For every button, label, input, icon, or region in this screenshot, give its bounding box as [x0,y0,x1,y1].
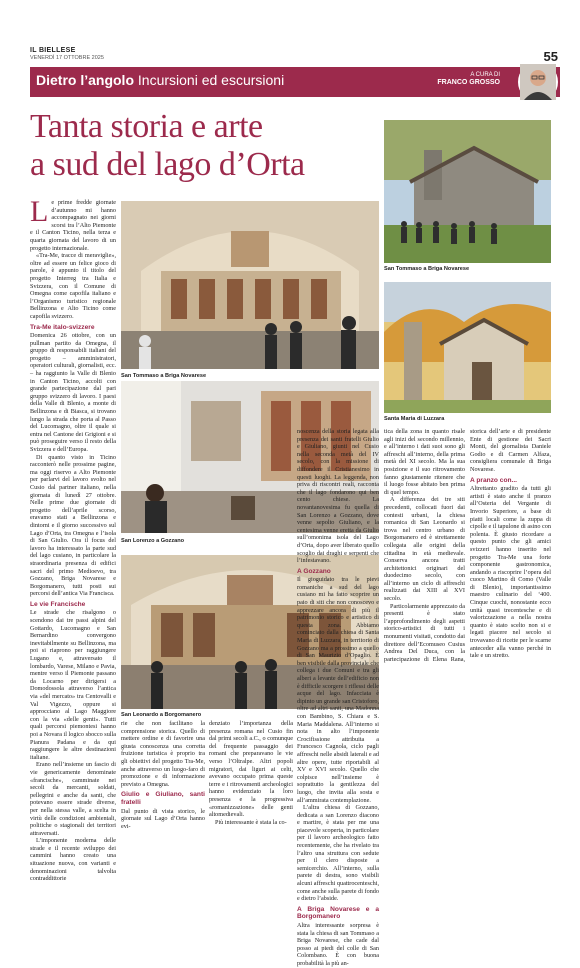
lead-paragraph: Le prime fredde giornate d’autunno mi hanno accompagnato nei giorni scorsi tra l’Alto Piemonte e il Canton Ticino, nella terza e quarta giornata del lavoro di un progetto internazionale. [30,195,116,252]
author-credit [437,72,500,87]
section-band [30,67,560,97]
section-title [36,72,284,88]
paragraph: denziato l’importanza della presenza romana nel Cusio fin dal primi secoli a.C., o comunque del frequente passaggio dei romani che preparavano le vie verso l’Oltralpe. Altri popoli migratori, dai liguri ai celti, avevano occupato prima queste terre e i ritrovamenti archeologici hanno evidenziato la loro presenza e la progressiva «romanizzazione» delle genti altomedievali. [209,720,293,819]
caption-photo-5: San Leonardo a Borgomanero [121,712,202,718]
paragraph: Dal punto di vista storico, le giornate sul Lago d’Orta hanno evi- [121,807,205,830]
caption-photo-3: Santa Maria di Luzzara [384,416,445,422]
subheading: Giulio e Giuliano, santi fratelli [121,791,205,806]
photo-church-exterior-briga [384,120,551,263]
subheading: A pranzo con... [470,476,518,484]
photo-fresco-san-tommaso [121,201,379,369]
paragraph: L’imponente moderna delle strade e il recente sviluppo dei cammini hanno creato una situazione nuova, con varianti e denominazioni talvolta contraddittorie [30,837,116,883]
paragraph: Particolarmente apprezzato da presenti è stato l’approfondimento degli aspetti storico-artistici di tutti i monumenti visitati, condotto dai direttore dell’Ecomuseo Cusius Andrea Del Duca, con la partecipazione di Elena Rana, storica dell’arte e di presidente Ente di gestione dei Sacri Monti, del giornalista Daniele Godio e di Carmen Alfaza, consigliera comunale di Briga Novarese. [384,428,551,663]
caption-photo-4: San Lorenzo a Gozzano [121,538,185,544]
subheading: Le vie Francische [30,600,86,608]
paragraph: Altra interessante sorpresa è stata la chiesa di san Tommaso a Briga Novarese, che cade dal posso ai piedi del colle di San Colombano. È con buona probabilità la più an- [297,922,379,967]
paragraph: Il gioguidato tra le pievi romaniche a sud del lago cusiano mi ha fatto scoprire un paio di siti che non conoscevo e apprezzare ancora di più il patrimonio storico e artistico di questa zona. Abbiamo cominciato dalla chiesa di Santa Maria di Luzzara, in territorio di Gozzano ma a prossimo a quello di San Maurizio d’Opaglio. È ben visibile dalla provinciale che collega i due Comuni e tra gli alberi a levante dell’edificio non è difficile scorgere i riflessi delle acque del lago. Infacciata è dipinto un grande san Cristoforo, oltre ad altri santi, una Madonna con Bambino, S. Chiara e S. Maria Maddalena. All’interno si nota in alto l’imponente Crocifissione attribuita a Francesco Cagnola, ciclo pagli affreschi nelle absidi laterali e ad altre opere, tutte riportabili al XV e XVI secolo. Quello che colpisce nell’insieme è soprattutto la gentilezza del luogo, che invita alla sosta e all’ammirata contemplazione. [297,576,379,804]
issue-date: VENERDÌ 17 OTTOBRE 2025 [30,55,104,61]
paragraph: «Tra-Me, tracce di meraviglie», oltre ad essere un felice gioco di parole, è appunto il titolo del progetto Interreg tra Italia e Svizzera, con il Comune di Omegna come capofila italiano e l’Organismo turistico regionale Bellinzona e Alto Ticino come capofila svizzero. [30,252,116,320]
article-column-5 [384,428,551,840]
paragraph: Altrettanto gradito da tutti gli artisti è stato anche il pranzo all’Osteria del Vergante di Invorio Superiore, a base di piatti locali come la zuppa di cipolle e il tapulone di asino con polenta. È giusto ricordare a questo punto che gli amici svizzeri hanno inserito nel progetto Tra-Me una forte componente gastronomica, andando a riscoprire l’opera del cuoco Martino di Como (Valle di Blenio), importantissimo maestro culinario del ‘400. Cinque cuochi, nonostante ecco unità quasi trecentesche e di valorizzazione a nella nostra quanto è stato scelto non si e legati piacere nel secolo si trovavano di ricette per le scarne anteceder alla vanno perché in tale e un stretto. [470,485,551,660]
paragraph: tica della zona in quanto risale agli inizi del secondo millennio, e all’interno i dati suoi sono gli affreschi all’interno, della prima metà del XI secolo. Ma la sua posizione e il suo ritrovamento fanno giustamente ritenere che il luogo fosse abitato ben prima di quel tempo. [384,428,465,496]
article-column-4 [297,428,379,967]
article-headline [30,108,390,184]
paragraph: Domenica 26 ottobre, con un pullman partito da Omegna, il gruppo di responsabili italiani del progetto – amministratori, operatori culturali, giornalisti, ecc. – ha raggiunto la Valle di Blenio in Canton Ticino, accolti con grande partecipazione dal pari gruppo svizzero di lavoro. I paesi della Valle di Blenio, a monte di Bellinzona e di Biasca, si trovano lungo la strada che porta al Passo del Lucomagno, oltre il quale si entra nel Cantone dei Grigioni e si può proseguire verso il resto della Svizzera e dell’Europa. [30,332,116,453]
paragraph: Le strade che risalgono o scendono dai tre passi alpini del Gottardo, Lucomagno e San Bernardino convergono inevitabilmente su Bellinzona, ma poi si riaprono per raggiungere Lugano e, attraversato il lombardo, Varese, Milano e Pavia, mentre verso il Piemonte passano da Locarno per dirigersi a Domodossola attraverso l’antica via «del mercato» tra Centovalli e Val Vigezzo, oppure si approcciano al Lago Maggiore con la via «delle genti». Tutti quali percorsi piemontesi hanno poi a Novara il logico sbocco sulla Pianura Padana e da qui raggiungere le altre destinazioni italiane. [30,609,116,761]
subheading: Tra-Me italo-svizzere [30,323,95,331]
drop-cap: L [30,195,49,228]
caption-photo-1: San Tommaso a Briga Novarese [121,373,207,379]
masthead [30,47,104,62]
photo-santa-maria-luzzara [384,282,551,413]
headline-line-1: Tanta storia e arte [30,108,263,145]
paragraph: L’altra chiesa di Gozzano, dedicata a san Lorenzo diacono e martire, è stata per me una piacevole scoperta, in particolare per il lavoro archeologico fatto recentemente, che ha rivelato tra l’altro una struttura con sedute per il clero disposte a semicerchio. All’interno, sulla parete di destra, sono visibili alcuni affreschi quattrocenteschi, come anche sulla parete di fondo e dietro l’abside. [297,804,379,903]
caption-photo-2: San Tommaso a Briga Novarese [384,266,470,272]
newspaper-brand: IL BIELLESE [30,47,76,54]
paragraph: rie che non facilitano la comprensione storica. Quello di mettere ordine e di favorire una giusta conoscenza una corretta fruizione turistica è proprio tra gli obiettivi del progetto Tra-Me, anche attraverso un luogo-faro di promozione e di informazione previsto a Omegna. [121,720,205,788]
subheading: A Gozzano [297,567,331,575]
page-number: 55 [543,49,558,64]
paragraph: Più interessante è stata la co- [215,818,287,826]
author-name: FRANCO GROSSO [437,79,500,86]
article-column-1 [30,195,116,883]
paragraph: A differenza dei tre siti precedenti, collocati fuori dai contesti urbani, la chiesa romanica di San Leonardo si trova nel centro urbano di Borgomanero ed è strettamente collegata alle origini della cittadina in età medievale. Conserva ancora tratti architettonici originari del duodecimo secolo, con all’interno un ciclo di affreschi realizzati dai XIII al XVI secolo. [384,496,465,603]
section-title-bold: Dietro l’angolo [36,72,134,88]
author-credit-label: A CURA DI [470,72,500,78]
paragraph: Erano nell’insieme un fascio di vie genericamente denominate «francische», camminate nei secoli da mercanti, soldati, pellegrini e anche da santi, che potevano essere strade diverse, per nella stessa valle, a scelta in virtù delle condizioni ambientali, politiche o stagionali dei territori attraversati. [30,761,116,837]
paragraph: Di quanto visto in Ticino racconterò nelle prossime pagine, ma oggi riservo a Alto Piemonte per parlarvi del lavoro svolto nel Cusio dal partner italiano, nella giornata di lunedì 27 ottobre. Nelle prime due giornate di progetto dell’aprile scorso, eravamo stati a Bellinzona e dintorni e il giorno successivo sul Lago d’Orta, tra Omegna e l’isola di San Giulio. Ora il focus del lavoro ha interessato la parte sud del lago cusiano, in particolare la straordinaria presenza di edifici sacri del primo Medioevo, tra Gozzano, Briga Novarese e Borgomanero, tutti posti sui percorsi dell’antica Via Francisca. [30,453,116,598]
article-column-2 [121,720,205,840]
author-avatar [518,62,558,102]
article-column-3 [209,720,293,840]
paragraph: noscenza della storia legata alla presenza dei santi fratelli Giulio e Giuliano, giunti nel Cusio nella seconda metà del IV secolo, con la missione di diffondere il Cristianesimo in questi luoghi. La leggenda, non priva di riscontri reali, racconta che il lago fondarono qui ben cento chiese. La novantanovesima fu quella di San Lorenzo a Gozzano, dove venne sepolto Giuliano, e la centesima venne eretta da Giulio sull’omonima isola del Lago d’Orta, dopo aver liberato quello scoglio dai draghi e serpenti che l’infestavano. [297,428,379,565]
subheading: A Briga Novarese e a Borgomanero [297,905,379,921]
section-title-rest: Incursioni ed escursioni [137,72,285,88]
headline-line-2: a sud del lago d’Orta [30,146,305,183]
